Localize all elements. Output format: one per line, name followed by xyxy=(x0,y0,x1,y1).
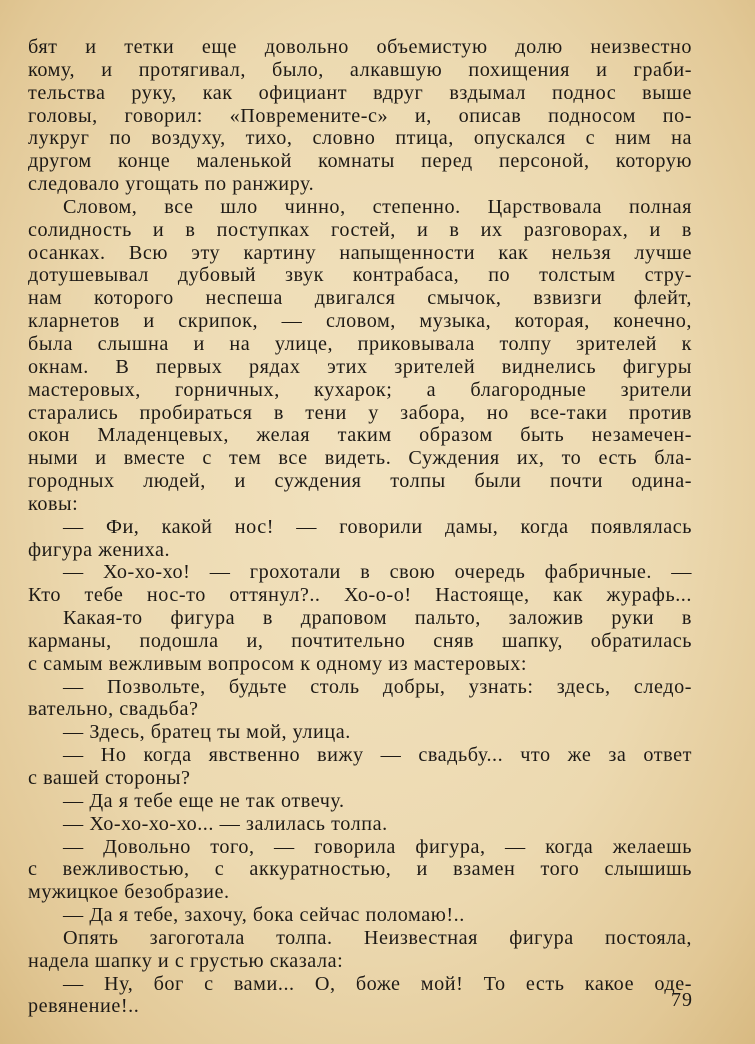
page-number: 79 xyxy=(671,989,693,1011)
text-line: с вашей стороны? xyxy=(28,767,191,789)
text-line: ревянение!.. xyxy=(28,995,140,1018)
text-line: надела шапку и с грустью сказала: xyxy=(28,949,344,972)
text-line: кому, и протягивал, было, алкавшую похищения и граби- xyxy=(28,58,692,81)
text-line: ными и вместе с тем все видеть. Суждения их, то есть бла- xyxy=(28,447,692,470)
text-line: следовало угощать по ранжиру. xyxy=(28,173,315,196)
text-line: Опять загоготала толпа. Неизвестная фигура постояла, xyxy=(63,926,692,949)
text-line: Словом, все шло чинно, степенно. Царствовала полная xyxy=(63,195,692,218)
text-line: — Здесь, братец ты мой, улица. xyxy=(63,721,351,744)
text-line: старались пробираться в тени у забора, но все-таки против xyxy=(28,401,692,424)
text-line: — Довольно того, — говорила фигура, — когда желаешь xyxy=(63,835,692,858)
text-line: дотушевывал дубовый звук контрабаса, по толстым стру- xyxy=(28,264,692,287)
text-line: фигура жениха. xyxy=(28,538,171,561)
text-line: карманы, подошла и, почтительно сняв шапку, обратилась xyxy=(28,629,692,652)
text-line: с вежливостью, с аккуратностью, и взамен того слышишь xyxy=(28,858,692,881)
text-line: солидность и в поступках гостей, и в их разговорах, и в xyxy=(28,218,692,241)
text-line: бят и тетки еще довольно объемистую долю неизвестно xyxy=(28,36,692,58)
text-line: лукруг по воздуху, тихо, словно птица, опускался с ним на xyxy=(28,127,692,150)
body-text xyxy=(28,36,692,1018)
text-line: — Хо-хо-хо-хо... — залилась толпа. xyxy=(63,812,388,835)
text-line: — Позвольте, будьте столь добры, узнать: здесь, следо- xyxy=(63,675,692,698)
text-line: — Ну, бог с вами... О, боже мой! То есть какое оде- xyxy=(63,972,692,995)
text-line: осанках. Всю эту картину напыщенности как нельзя лучше xyxy=(28,241,692,264)
text-line: — Но когда явственно вижу — свадьбу... что же за ответ xyxy=(63,744,692,767)
text-line: Кто тебе нос-то оттянул?.. Хо-о-о! Настояще, как журафь... xyxy=(28,584,692,607)
text-line: головы, говорил: «Повремените-с» и, описав подносом по- xyxy=(28,104,692,127)
text-line: мужицкое безобразие. xyxy=(28,881,230,904)
text-line: мастеровых, горничных, кухарок; а благородные зрители xyxy=(28,378,692,401)
text-line: — Хо-хо-хо! — грохотали в свою очередь фабричные. — xyxy=(63,561,692,584)
text-line: — Да я тебе, захочу, бока сейчас поломаю!.. xyxy=(63,904,465,927)
text-line: городных людей, и суждения толпы были почти одина- xyxy=(28,470,692,493)
text-line: — Фи, какой нос! — говорили дамы, когда появлялась xyxy=(63,515,692,538)
text-line: кларнетов и скрипок, — словом, музыка, которая, конечно, xyxy=(28,310,692,333)
text-line: окнам. В первых рядах этих зрителей виднелись фигуры xyxy=(28,355,692,378)
text-line: с самым вежливым вопросом к одному из мастеровых: xyxy=(28,652,528,675)
text-line: другом конце маленькой комнаты перед персоной, которую xyxy=(28,150,692,173)
text-line: тельства руку, как официант вдруг вздымал поднос выше xyxy=(28,81,692,104)
text-line: ковы: xyxy=(28,492,79,515)
text-line: Какая-то фигура в драповом пальто, заложив руки в xyxy=(63,607,692,630)
text-line: — Да я тебе еще не так отвечу. xyxy=(63,789,345,812)
text-line: нам которого неспеша двигался смычок, взвизги флейт, xyxy=(28,287,692,310)
text-line: окон Младенцевых, желая таким образом быть незамечен- xyxy=(28,424,692,447)
text-line: была слышна и на улице, приковывала толпу зрителей к xyxy=(28,332,692,355)
text-line: вательно, свадьба? xyxy=(28,698,199,721)
